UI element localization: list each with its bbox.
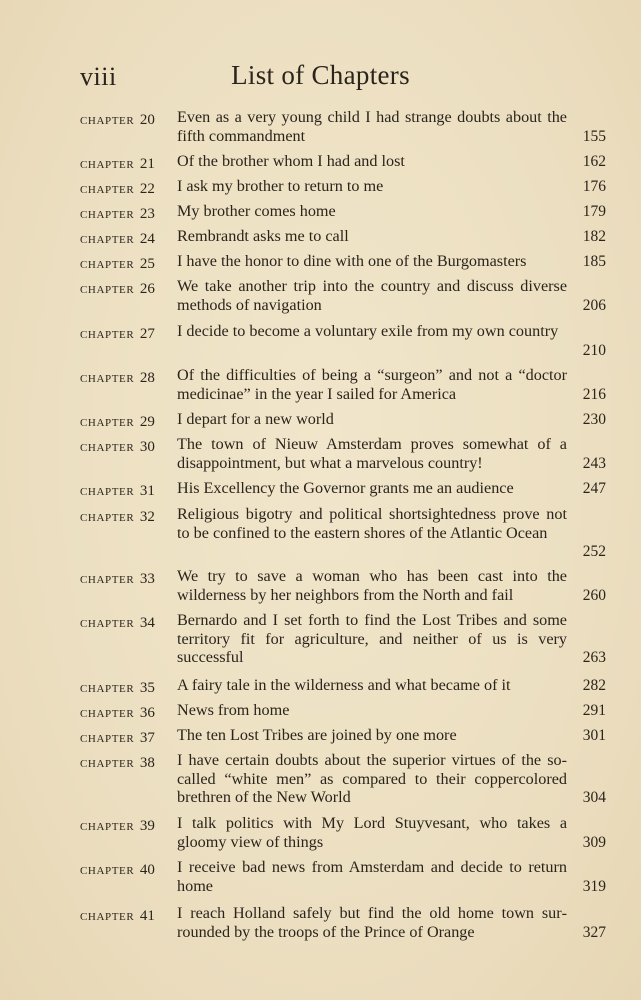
chapter-word: CHAPTER xyxy=(80,115,135,127)
chapter-word: CHAPTER xyxy=(80,683,135,695)
chapter-page-number: 230 xyxy=(582,411,606,428)
chapter-label xyxy=(80,231,155,248)
chapter-word: CHAPTER xyxy=(80,442,135,454)
chapter-title: I reach Holland safely but find the old home town surrounded by the troops of the Prince of Orange xyxy=(177,904,567,941)
chapter-label xyxy=(80,862,155,879)
chapter-title: The town of Nieuw Amsterdam proves somewhat of a disappointment, but what a marvelous country! xyxy=(177,435,567,472)
chapter-page-number: 319 xyxy=(582,877,606,895)
chapter-page-number: 260 xyxy=(582,586,606,604)
chapter-page-number: 176 xyxy=(582,178,606,195)
chapter-label xyxy=(80,256,155,273)
chapter-word: CHAPTER xyxy=(80,733,135,745)
chapter-number: 32 xyxy=(139,509,155,525)
chapter-word: CHAPTER xyxy=(80,234,135,246)
chapter-number: 39 xyxy=(139,818,155,834)
chapter-title: I depart for a new world xyxy=(177,410,334,428)
chapter-label xyxy=(80,705,155,722)
chapter-label xyxy=(80,206,155,223)
chapter-page-number: 304 xyxy=(582,789,606,806)
chapter-page-number: 216 xyxy=(582,385,606,403)
chapter-word: CHAPTER xyxy=(80,259,135,271)
chapter-word: CHAPTER xyxy=(80,329,135,341)
chapter-title: I decide to become a voluntary exile from my own country xyxy=(177,322,559,340)
chapter-number: 26 xyxy=(139,281,155,297)
chapter-page-number: 162 xyxy=(582,153,606,170)
chapter-number: 37 xyxy=(139,730,155,746)
chapter-number: 28 xyxy=(139,370,155,386)
page-folio: viii xyxy=(80,62,117,91)
chapter-page-number: 247 xyxy=(582,480,606,497)
chapter-word: CHAPTER xyxy=(80,284,135,296)
chapter-title: The ten Lost Tribes are joined by one more xyxy=(177,726,457,744)
chapter-label xyxy=(80,414,155,431)
chapter-number: 20 xyxy=(139,112,155,128)
chapter-label xyxy=(80,680,155,697)
chapter-title: Even as a very young child I had strange doubts about the fifth commandment xyxy=(177,108,567,145)
chapter-page-number: 243 xyxy=(582,454,606,472)
chapter-word: CHAPTER xyxy=(80,865,135,877)
chapter-label xyxy=(80,509,155,526)
chapter-number: 30 xyxy=(139,439,155,455)
chapter-title: His Excellency the Governor grants me an audience xyxy=(177,479,514,497)
chapter-number: 41 xyxy=(139,908,155,924)
chapter-word: CHAPTER xyxy=(80,708,135,720)
chapter-page-number: 179 xyxy=(582,203,606,220)
chapter-page-number: 327 xyxy=(582,923,606,941)
chapter-number: 31 xyxy=(139,483,155,499)
chapter-word: CHAPTER xyxy=(80,486,135,498)
chapter-page-number: 185 xyxy=(582,253,606,270)
chapter-title: I have certain doubts about the superior virtues of the so-called “white men” as compared to their coppercolored brethren of the New World xyxy=(177,751,567,806)
chapter-title: I receive bad news from Amsterdam and decide to return home xyxy=(177,858,567,895)
chapter-word: CHAPTER xyxy=(80,159,135,171)
chapter-title: I have the honor to dine with one of the Burgomasters xyxy=(177,252,527,270)
chapter-label xyxy=(80,439,155,456)
chapter-label xyxy=(80,818,155,835)
chapter-label xyxy=(80,156,155,173)
chapter-page-number: 263 xyxy=(582,649,606,666)
chapter-number: 35 xyxy=(139,680,155,696)
chapter-page-number: 210 xyxy=(582,341,606,359)
chapter-number: 34 xyxy=(139,615,155,631)
chapter-number: 21 xyxy=(139,156,155,172)
chapter-page-number: 206 xyxy=(582,296,606,314)
running-head-title: List of Chapters xyxy=(231,60,410,90)
chapter-title: Of the brother whom I had and lost xyxy=(177,152,405,170)
chapter-page-number: 282 xyxy=(582,677,606,694)
chapter-word: CHAPTER xyxy=(80,758,135,770)
chapter-title: We try to save a woman who has been cast into the wilderness by her neighbors from the North and fail xyxy=(177,567,567,604)
chapter-word: CHAPTER xyxy=(80,184,135,196)
chapter-label xyxy=(80,908,155,925)
chapter-label xyxy=(80,370,155,387)
chapter-number: 40 xyxy=(139,862,155,878)
chapter-number: 27 xyxy=(139,326,155,342)
chapter-page-number: 309 xyxy=(582,833,606,851)
chapter-page-number: 291 xyxy=(582,702,606,719)
chapter-title: I ask my brother to return to me xyxy=(177,177,384,195)
chapter-number: 25 xyxy=(139,256,155,272)
chapter-number: 23 xyxy=(139,206,155,222)
chapter-number: 24 xyxy=(139,231,155,247)
chapter-title: Of the difficulties of being a “surgeon” and not a “doctor medicinae” in the year I sailed for America xyxy=(177,366,567,403)
chapter-page-number: 301 xyxy=(582,727,606,744)
chapter-page-number: 155 xyxy=(582,127,606,145)
chapter-label xyxy=(80,326,155,343)
chapter-label xyxy=(80,615,155,632)
chapter-number: 22 xyxy=(139,181,155,197)
chapter-label xyxy=(80,483,155,500)
chapter-label xyxy=(80,755,155,772)
chapter-label xyxy=(80,112,155,129)
chapter-title: Religious bigotry and political shortsightedness prove not to be confined to the eastern shores of the Atlantic Ocean xyxy=(177,505,567,542)
chapter-title: A fairy tale in the wilderness and what became of it xyxy=(177,676,511,694)
chapter-word: CHAPTER xyxy=(80,821,135,833)
chapter-number: 29 xyxy=(139,414,155,430)
chapter-label xyxy=(80,730,155,747)
chapter-word: CHAPTER xyxy=(80,417,135,429)
chapter-word: CHAPTER xyxy=(80,911,135,923)
chapter-word: CHAPTER xyxy=(80,618,135,630)
chapter-number: 33 xyxy=(139,571,155,587)
chapter-title: Rembrandt asks me to call xyxy=(177,227,349,245)
chapter-word: CHAPTER xyxy=(80,574,135,586)
chapter-label xyxy=(80,281,155,298)
chapter-page-number: 252 xyxy=(582,543,606,560)
chapter-word: CHAPTER xyxy=(80,373,135,385)
chapter-label xyxy=(80,181,155,198)
chapter-word: CHAPTER xyxy=(80,209,135,221)
chapter-word: CHAPTER xyxy=(80,512,135,524)
chapter-title: My brother comes home xyxy=(177,202,336,220)
chapter-title: We take another trip into the country and discuss diverse methods of navigation xyxy=(177,277,567,314)
chapter-title: Bernardo and I set forth to find the Lost Tribes and some territory fit for agriculture, and neither of us is very successful xyxy=(177,611,567,666)
chapter-title: I talk politics with My Lord Stuyvesant, who takes a gloomy view of things xyxy=(177,814,567,851)
chapter-number: 36 xyxy=(139,705,155,721)
chapter-page-number: 182 xyxy=(582,228,606,245)
chapter-number: 38 xyxy=(139,755,155,771)
chapter-label xyxy=(80,571,155,588)
chapter-title: News from home xyxy=(177,701,290,719)
